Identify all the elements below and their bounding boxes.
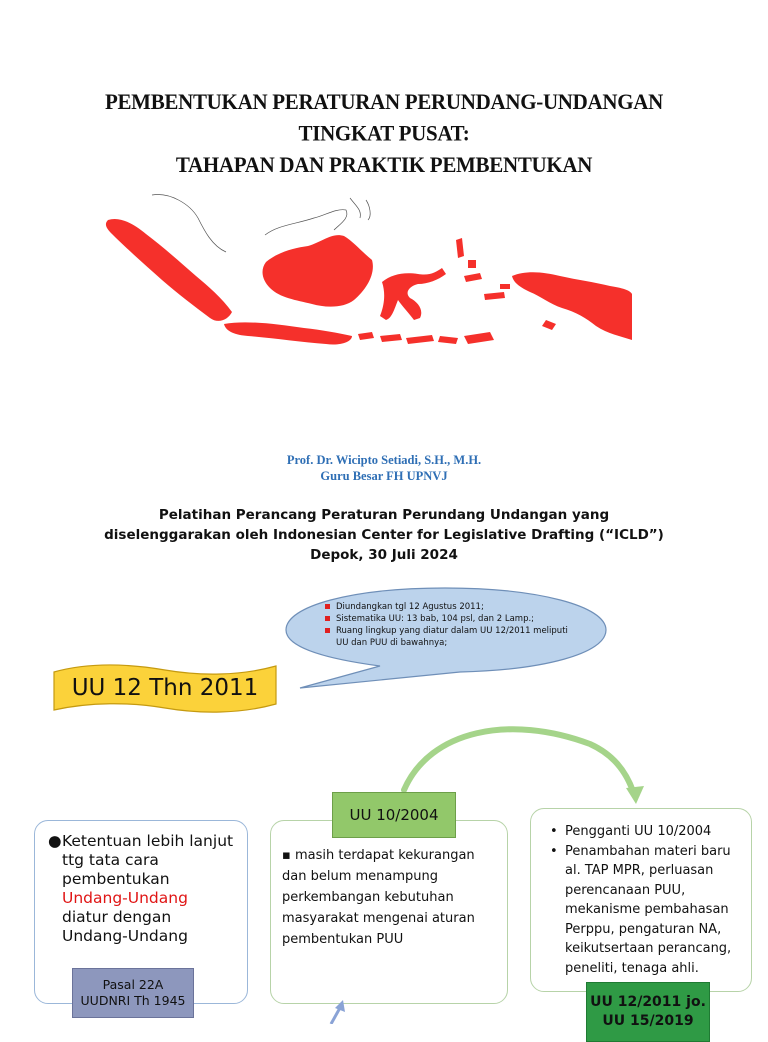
author-block	[0, 452, 768, 484]
indonesia-map-image	[100, 190, 640, 370]
event-block	[0, 505, 768, 565]
title-line-3: TAHAPAN DAN PRAKTIK PEMBENTUKAN	[175, 151, 593, 178]
box-pengganti-item: • Pengganti UU 10/2004	[548, 822, 748, 842]
callout-item: Ruang lingkup yang diatur dalam UU 12/2011 meliputi UU dan PUU di bawahnya;	[322, 625, 582, 649]
title-line-2: TINGKAT PUSAT:	[298, 120, 470, 146]
box-ketentuan-highlight: Undang-Undang	[62, 889, 188, 907]
tag-uu10: UU 10/2004	[332, 792, 456, 838]
author-position: Guru Besar FH UPNVJ	[320, 469, 448, 483]
box-ketentuan-text-before: Ketentuan lebih lanjut ttg tata cara pembentukan	[62, 832, 234, 888]
indonesia-land	[106, 219, 632, 345]
box-ketentuan-text	[48, 832, 238, 946]
tag-uu12-line-1: UU 12/2011 jo.	[590, 994, 706, 1010]
bullet-icon: ●	[48, 832, 62, 850]
tag-pasal-line-1: Pasal 22A	[102, 977, 164, 992]
author-name: Prof. Dr. Wicipto Setiadi, S.H., M.H.	[286, 453, 482, 467]
box-pengganti-item: • Penambahan materi baru al. TAP MPR, perluasan perencanaan PUU, mekanisme pembahasan Perppu, pengaturan NA, keikutsertaan perancang, peneliti, tenaga ahli.	[548, 842, 748, 979]
box-uu10-text: ▪ masih terdapat kekurangan dan belum menampung perkembangan kebutuhan masyarakat mengenai aturan pembentukan PUU	[282, 848, 475, 947]
event-line-2: diselenggarakan oleh Indonesian Center for Legislative Drafting (“ICLD”)	[104, 527, 664, 543]
banner-label: UU 12 Thn 2011	[71, 675, 259, 701]
tag-pasal	[72, 968, 194, 1018]
callout-item: Sistematika UU: 13 bab, 104 psl, dan 2 Lamp.;	[322, 613, 582, 625]
up-arrow-icon	[325, 1000, 355, 1024]
event-line-3: Depok, 30 Juli 2024	[310, 547, 458, 563]
event-line-1: Pelatihan Perancang Peraturan Perundang Undangan yang	[158, 507, 610, 523]
title-line-1: PEMBENTUKAN PERATURAN PERUNDANG-UNDANGAN	[104, 88, 664, 115]
page-title	[0, 86, 768, 181]
callout-item: Diundangkan tgl 12 Agustus 2011;	[322, 601, 582, 613]
tag-uu12	[586, 982, 710, 1042]
callout-list	[322, 601, 582, 649]
tag-uu12-line-2: UU 15/2019	[602, 1013, 694, 1029]
box-ketentuan-text-after: diatur dengan Undang-Undang	[62, 908, 188, 945]
box-pengganti-list	[548, 822, 748, 978]
tag-pasal-line-2: UUDNRI Th 1945	[80, 993, 186, 1008]
